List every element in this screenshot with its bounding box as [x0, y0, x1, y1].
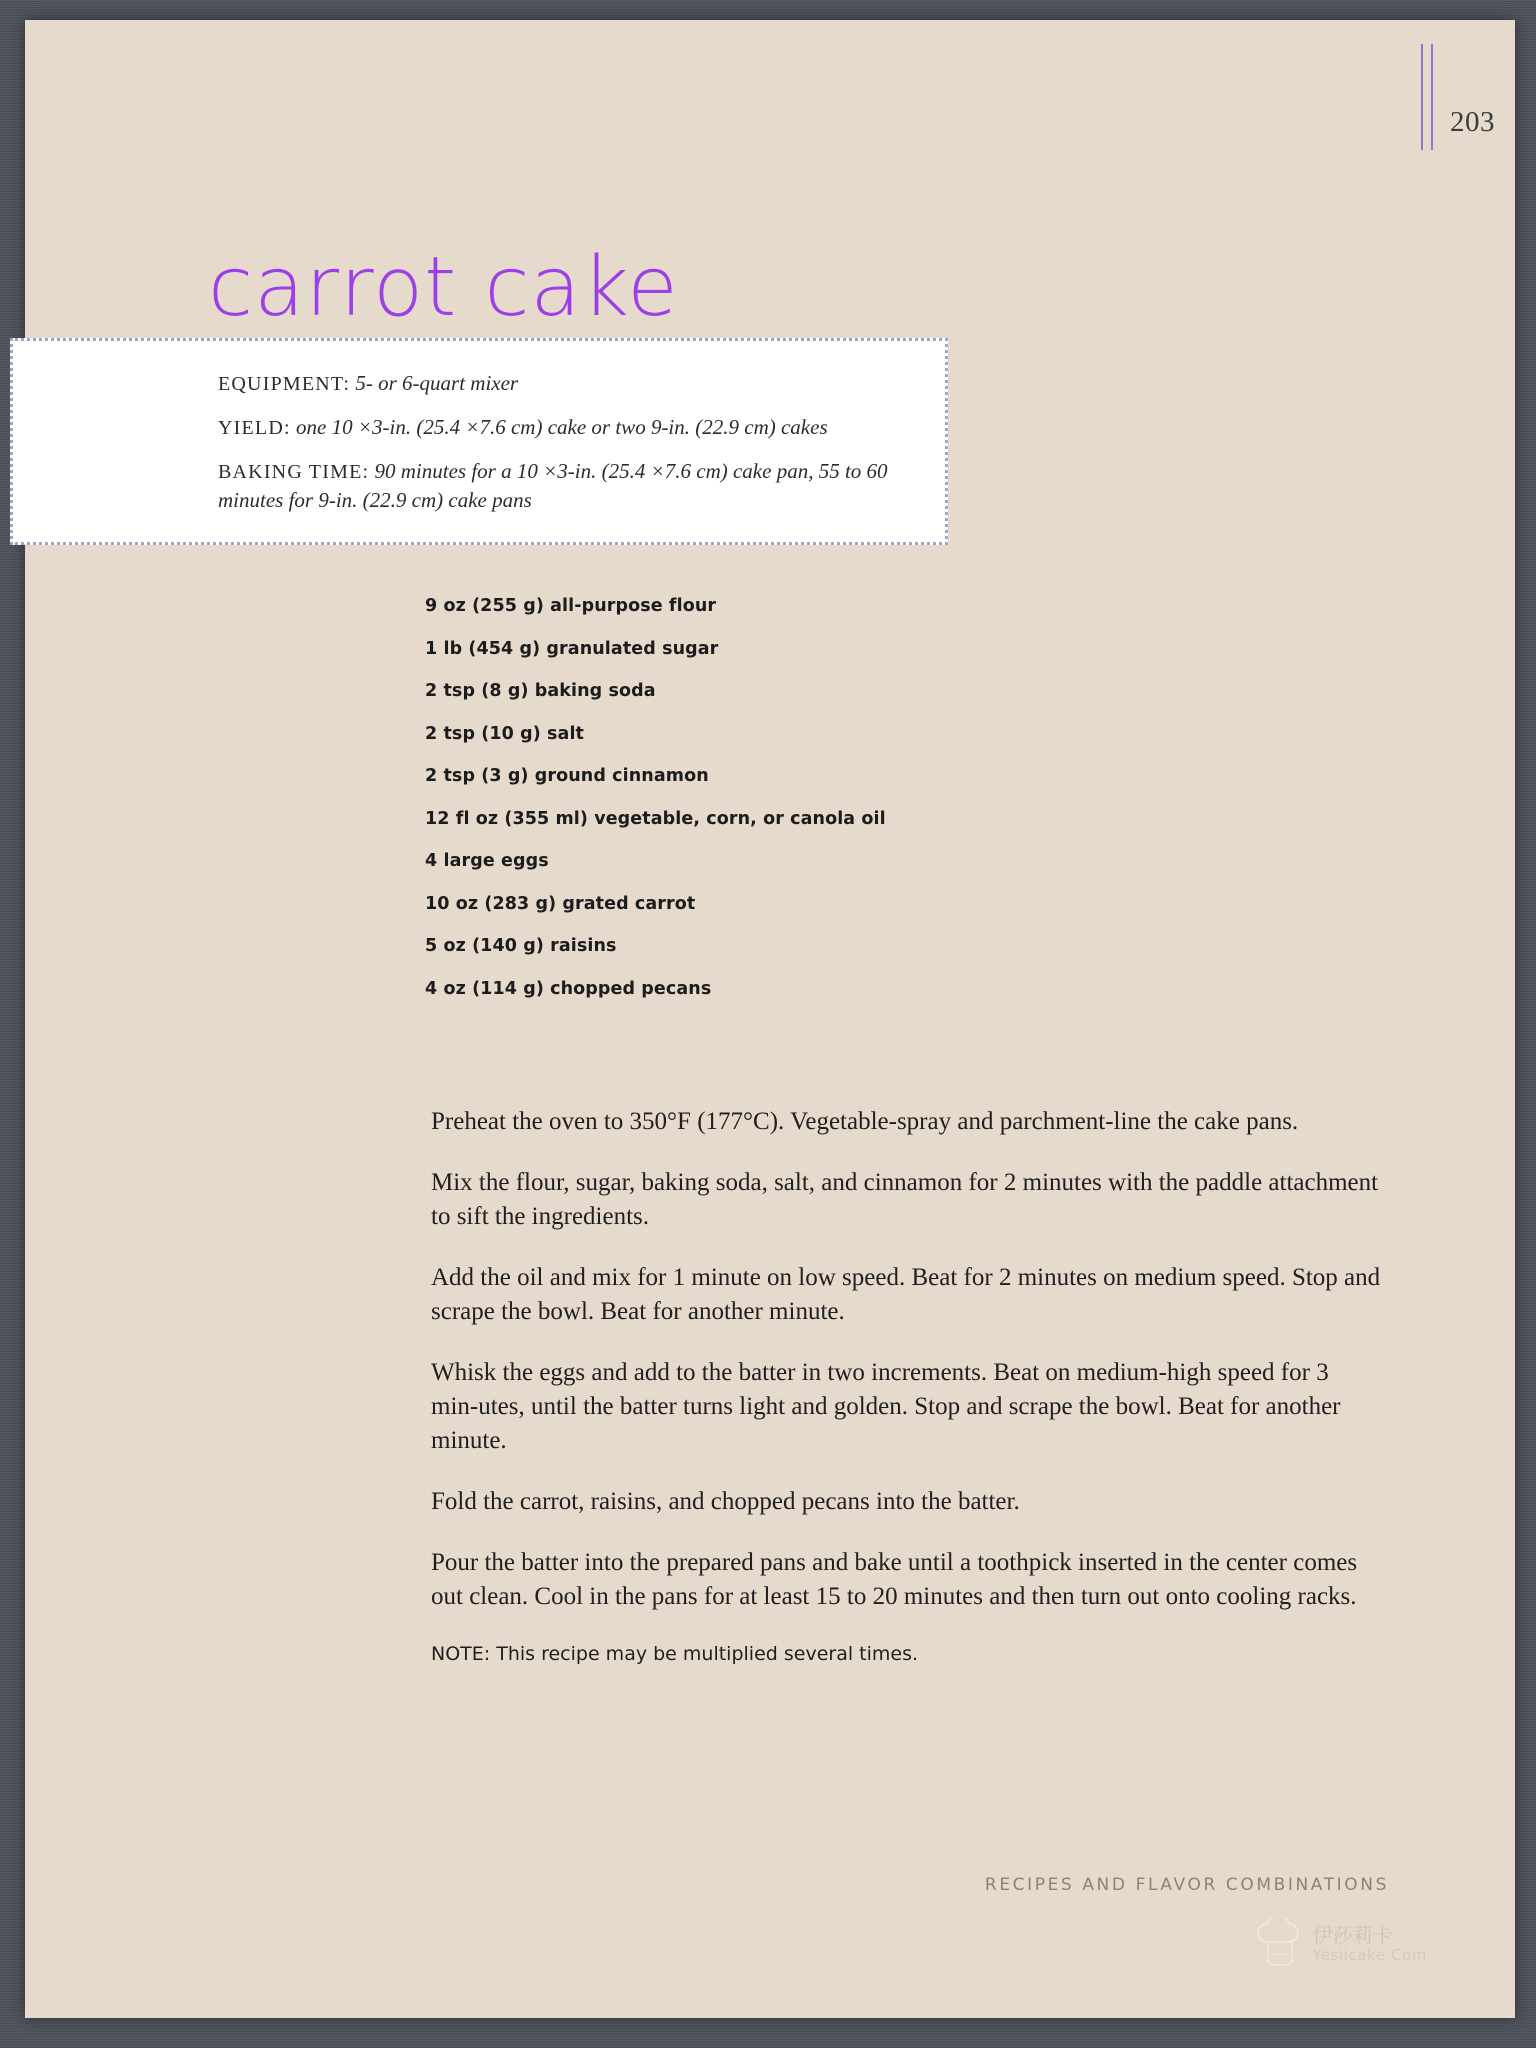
recipe-note: NOTE: This recipe may be multiplied several times. — [431, 1643, 919, 1665]
spec-equipment-value: 5- or 6-quart mixer — [355, 371, 519, 395]
recipe-specs-box — [10, 338, 948, 545]
page-title: carrot cake — [208, 239, 679, 335]
ingredient-list — [425, 598, 1225, 1023]
folio-rule-outer — [1421, 44, 1423, 150]
method-step: Add the oil and mix for 1 minute on low speed. Beat for 2 minutes on medium speed. Stop and scrape the bowl. Beat for another minute. — [431, 1264, 1381, 1325]
method-step: Fold the carrot, raisins, and chopped pecans into the batter. — [431, 1488, 1020, 1515]
spec-yield — [13, 413, 945, 443]
list-item: 1 lb (454 g) granulated sugar — [425, 638, 719, 659]
spec-equipment — [13, 369, 945, 399]
folio-rule-inner — [1431, 44, 1433, 150]
list-item: 5 oz (140 g) raisins — [425, 936, 617, 956]
method-steps — [431, 1080, 1381, 1695]
method-step: Preheat the oven to 350°F (177°C). Vegetable-spray and parchment-line the cake pans. — [431, 1108, 1299, 1135]
list-item: 4 oz (114 g) chopped pecans — [425, 978, 712, 999]
list-item: 2 tsp (10 g) salt — [425, 723, 585, 744]
running-footer: RECIPES AND FLAVOR COMBINATIONS — [984, 1875, 1389, 1895]
list-item: 12 fl oz (355 ml) vegetable, corn, or canola oil — [425, 808, 886, 829]
method-step: Mix the flour, sugar, baking soda, salt, and cinnamon for 2 minutes with the paddle attachment to sift the ingredients. — [431, 1169, 1379, 1230]
list-item: 4 large eggs — [425, 851, 549, 871]
list-item: 10 oz (283 g) grated carrot — [425, 893, 696, 914]
watermark-chinese: 伊莎莉卡 — [1312, 1923, 1393, 1948]
list-item: 2 tsp (8 g) baking soda — [425, 681, 656, 701]
spec-equipment-label: EQUIPMENT: — [218, 373, 351, 395]
spec-baking-time — [13, 457, 945, 517]
chef-hat-icon — [1253, 1918, 1307, 1970]
spec-yield-label: YIELD: — [218, 416, 291, 439]
method-step: Pour the batter into the prepared pans and bake until a toothpick inserted in the center comes out clean. Cool in the pans for at least 15 to 20 minutes and then turn out onto cooling racks. — [431, 1549, 1358, 1610]
page-number: 203 — [1450, 106, 1495, 138]
spec-baking-time-label: BAKING TIME: — [218, 460, 370, 483]
method-step: Whisk the eggs and add to the batter in two increments. Beat on medium-high speed for 3 min-utes, until the batter turns light and golden. Stop and scrape the bowl. Beat for another minute. — [431, 1359, 1341, 1454]
spec-baking-time-value: 90 minutes for a 10 ×3-in. (25.4 ×7.6 cm) cake pan, 55 to 60 minutes for 9-in. (22.9 cm) cake pans — [218, 458, 888, 513]
watermark-text — [1313, 1925, 1427, 1963]
watermark — [1253, 1918, 1427, 1970]
book-page — [25, 20, 1515, 2018]
list-item: 2 tsp (3 g) ground cinnamon — [425, 766, 709, 786]
list-item: 9 oz (255 g) all-purpose flour — [425, 596, 717, 616]
spec-yield-value: one 10 ×3-in. (25.4 ×7.6 cm) cake or two 9-in. (22.9 cm) cakes — [296, 414, 828, 439]
watermark-english: Yesiicake Com — [1312, 1945, 1427, 1964]
